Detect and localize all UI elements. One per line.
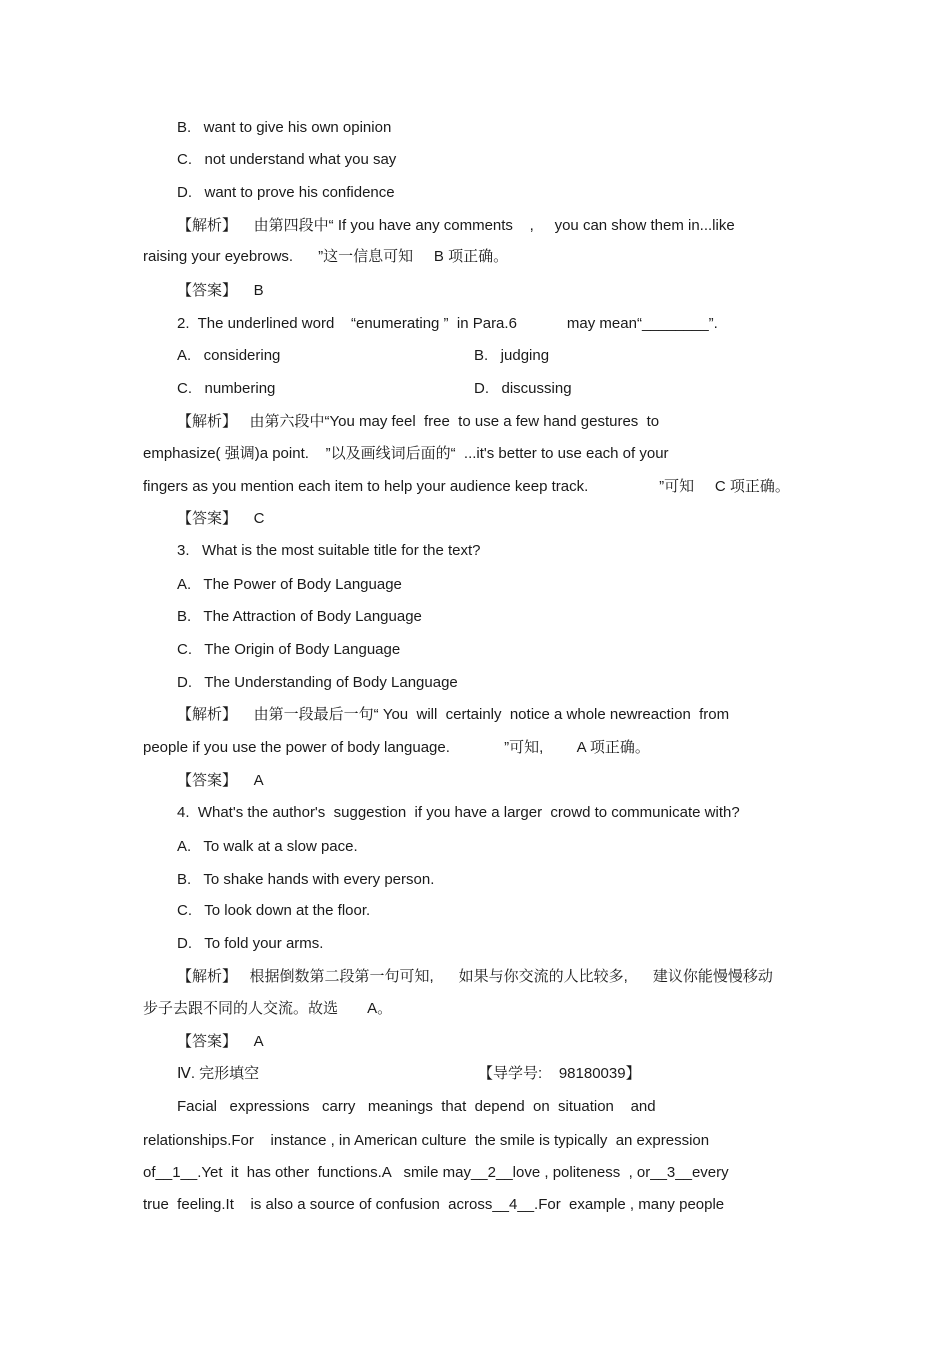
q3-analysis-line-2: people if you use the power of body language. ”可知, A 项正确。 xyxy=(143,739,650,756)
cloze-line-1: Facial expressions carry meanings that depend on situation and xyxy=(177,1098,656,1115)
q2-option-c: C. numbering xyxy=(177,380,276,397)
q2-option-a: A. considering xyxy=(177,347,281,364)
q3-answer: 【答案】 A xyxy=(177,772,264,789)
cloze-line-4: true feeling.It is also a source of confusion across__4__.For example , many people xyxy=(143,1196,725,1213)
q2-analysis-line-1: 【解析】 由第六段中“You may feel free to use a few hand gestures to xyxy=(177,413,660,430)
q3-option-c: C. The Origin of Body Language xyxy=(177,641,401,658)
q1-option-b: B. want to give his own opinion xyxy=(177,119,392,136)
q4-option-a: A. To walk at a slow pace. xyxy=(177,838,358,855)
q4-option-c: C. To look down at the floor. xyxy=(177,902,371,919)
q2-option-b: B. judging xyxy=(474,347,550,364)
section-title: Ⅳ. 完形填空 xyxy=(177,1065,260,1082)
q2-option-d: D. discussing xyxy=(474,380,572,397)
guide-number: 【导学号: 98180039】 xyxy=(478,1065,641,1082)
cloze-line-2: relationships.For instance , in American culture the smile is typically an expression xyxy=(143,1132,710,1149)
q2-analysis-line-3: fingers as you mention each item to help your audience keep track. ”可知 C 项正确。 xyxy=(143,478,790,495)
q3-analysis-line-1: 【解析】 由第一段最后一句“ You will certainly notice a whole newreaction from xyxy=(177,706,730,723)
q1-answer: 【答案】 B xyxy=(177,282,264,299)
q4-analysis-line-1: 【解析】 根据倒数第二段第一句可知, 如果与你交流的人比较多, 建议你能慢慢移动 xyxy=(177,968,773,985)
q4-answer: 【答案】 A xyxy=(177,1033,264,1050)
q3-option-a: A. The Power of Body Language xyxy=(177,576,402,593)
q1-analysis-line-2: raising your eyebrows. ”这一信息可知 B 项正确。 xyxy=(143,248,509,265)
q2-answer: 【答案】 C xyxy=(177,510,265,527)
q3-stem: 3. What is the most suitable title for the text? xyxy=(177,542,481,559)
q4-stem: 4. What's the author's suggestion if you have a larger crowd to communicate with? xyxy=(177,804,740,821)
q4-analysis-line-2: 步子去跟不同的人交流。故选 A。 xyxy=(143,1000,393,1017)
q3-option-b: B. The Attraction of Body Language xyxy=(177,608,422,625)
q4-option-d: D. To fold your arms. xyxy=(177,935,324,952)
q2-stem: 2. The underlined word “enumerating ” in Para.6 may mean“________”. xyxy=(177,315,718,332)
q1-option-d: D. want to prove his confidence xyxy=(177,184,395,201)
q4-option-b: B. To shake hands with every person. xyxy=(177,871,435,888)
cloze-line-3: of__1__.Yet it has other functions.A smile may__2__love , politeness , or__3__every xyxy=(143,1164,729,1181)
q1-analysis-line-1: 【解析】 由第四段中“ If you have any comments , you can show them in...like xyxy=(177,217,735,234)
q2-analysis-line-2: emphasize( 强调)a point. ”以及画线词后面的“ ...it's better to use each of your xyxy=(143,445,669,462)
q3-option-d: D. The Understanding of Body Language xyxy=(177,674,458,691)
q1-option-c: C. not understand what you say xyxy=(177,151,397,168)
